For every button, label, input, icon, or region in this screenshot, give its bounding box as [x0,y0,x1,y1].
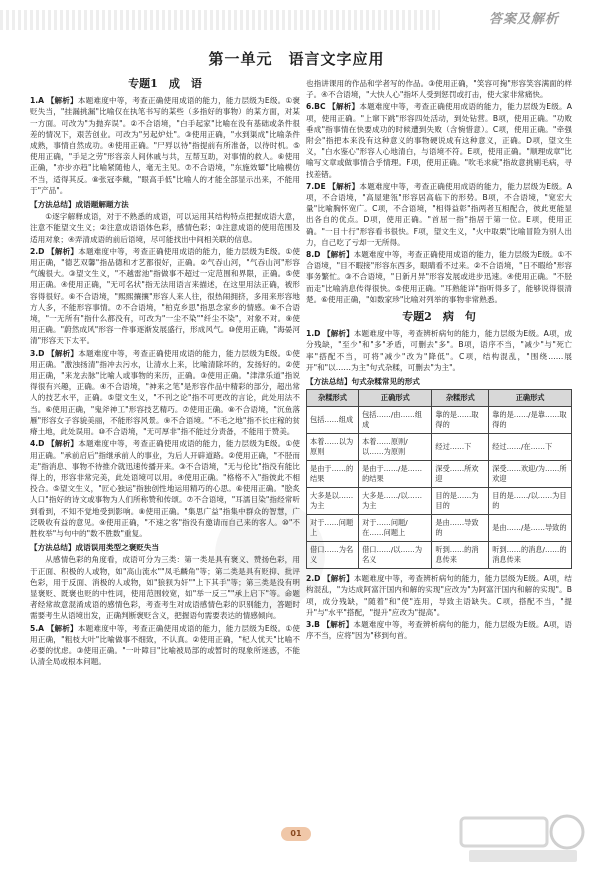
answer-letter: B [314,620,320,630]
answer-letter: A [38,623,45,633]
topic2-title: 专题2 病 句 [402,310,476,324]
answer-letter: D [314,329,321,339]
analysis-text: 本题难度中等，考查正确使用成语的能力，能力层级为E级。A项，使用正确。"上窜下跳"形容四处活动，到处钻营。B项，使用正确。"功败垂成"指事情在快要成功的时候遭到失败（含惋惜意）。C项，使用正确。"牵强附会"指把本来没有这种意义的事物硬说成有这种意义，正确。D项，望文生义，"白水鉴心"形容人心地清白，与语境不符。E项，使用正确。"顺理成章"比喻写文章或做事情合乎情理。F项，使用正确。"吹毛求疵"指故意挑剔毛病，寻找差错。 [306,102,572,179]
question-1 [30,95,300,196]
table-cell: 听到……的消息传来 [432,542,489,569]
analysis-text: 本题难度中等，考查正确使用成语的能力，能力层级为E级。①使用正确。"承前启后"指继承前人的事业，为后人开辟道路。②使用正确，"不胫而走"指消息、事物不待推介就迅速传播开来。③不合语境，"无与伦比"指没有能比得上的，形容非常完美，此处语境可以用。④使用正确。"格格不入"指彼此不相投合。⑤望文生义，"匠心独运"指独创性地运用精巧的心思。⑥使用正确。"脍炙人口"指好的诗文或事物为人们所称赞和传颂。⑦不合语境，"耳濡目染"指经常听到看到，不知不觉地受到影响。⑧使用正确。"集思广益"指集中群众的智慧，广泛吸收有益的意见。⑨使用正确，"不速之客"指没有邀请而自己来的客人。⑩"不胜枚举"与句中的"数不胜数"重复。 [30,439,301,538]
header-bar [0,0,593,40]
table-cell: 目的是……为目的 [432,488,489,515]
answer-letter: D [38,246,45,256]
watermark-logo [455,810,585,868]
analysis-text: 本题难度中等，考查正确使用成语的能力，能力层级为E级。①不合语境，"目不暇接"形容东西多，眼睛看不过来。②不合语境，"日不暇给"形容事务繁忙。③不合语境，"日新月异"形容发展或进步迅速。④使用正确。"不胫而走"比喻消息传得很快。⑤使用正确。"耳熟能详"指听得多了，能够说得很清楚。⑥使用正确，"如数家珍"比喻对列举的事物非常熟悉。 [306,250,573,304]
table-cell: 借口……/以……为名义 [359,542,432,569]
answer-letter: BC [314,102,326,112]
analysis-text: 本题难度中等，考查正确使用成语的能力，能力层级为E级。①褒贬失当，"挂漏挑漏"比喻仅在执笔书写的某些（多指好的事物）的某方面，对某一方面。可改为"为抛弃误"。②不合语境，"白手起家"比喻在没有基础或条件很差的情况下，艰苦创业。可改为"另起炉灶"。③使用正确，"水到渠成"比喻条件成熟，事情自然成功。④使用正确。"尸殍以待"指提前有所准备，以待时机。⑤使用正确，"手足之劳"形容亲人间休戚与共，互帮互助，对事情的救人。⑥使用正确，"亦步亦趋"比喻紧随他人，毫无主见。⑦不合语境，"东施效颦"比喻模仿不当，适得其反。⑧张冠李戴，"眼高手低"比喻人的才能全部显示出来，不能用于"产品"。 [30,96,301,195]
question-number: 4. [30,439,39,449]
table-row [307,434,572,461]
table-cell: 本着……原则/以……为原则 [359,434,432,461]
table-cell: 是由于……的结果 [307,461,359,488]
table-cell: 借口……为名义 [307,542,359,569]
table-cell: 包括……/由……组成 [359,407,432,434]
table-cell: 靠的是……取得的 [432,407,489,434]
table-cell: 深受……所欢迎 [432,461,489,488]
table-header-cell: 正确形式 [489,390,572,407]
table-cell: 对于……问题上 [307,515,359,542]
sentence-question-1 [306,328,572,373]
question-number: 6. [306,102,315,112]
table-header-cell: 杂糅形式 [432,390,489,407]
table-cell: 大多是以……为主 [307,488,359,515]
analysis-tag: 【解析】 [47,348,79,358]
page-number: 01 [281,827,311,841]
question-2 [30,246,300,347]
table-cell: 是由……/是……导致的 [489,515,572,542]
table-cell: 深受……欢迎/为……所欢迎 [489,461,572,488]
answer-letter: D [314,574,321,584]
table-cell: 是由……导致的 [432,515,489,542]
table-row [307,515,572,542]
table-cell: 目的是……/以……为目的 [489,488,572,515]
continued-text: 也指讲课用的作品和学者写的作品。③使用正确，"笑容可掬"形容笑容满面的样子。④不合语境，"大快人心"指坏人受到惩罚或打击，使大家非常痛快。 [306,79,572,100]
table-cell: 大多是……/以……为主 [359,488,432,515]
question-number: 2. [306,574,315,584]
question-number: 3. [306,620,315,630]
left-column [30,78,300,668]
unit-title: 第一单元 语言文字应用 [208,50,385,68]
header-label: 答案及解析 [488,12,559,27]
analysis-tag: 【解析】 [47,246,79,256]
method-summary-text-2: 从感情色彩的角度看，成语可分为三类：第一类是具有褒义、赞扬色彩，用于正面、积极的人或物，如"高山流水""凤毛麟角"等；第二类是具有贬抑、批评色彩，用于反面、消极的人或物，如"狼狈为奸""上下其手"等；第三类是没有明显褒贬、既褒也贬的中性词，使用范围较宽，如"举一反三""承上启下"等。命题者经常故意混淆成语的感情色彩，考查考生对成语感情色彩的识别能力，答题时需要考生从语境出发，正确判断褒贬含义，把握语句需要表达的情感倾向。 [30,555,300,621]
answer-letter: D [38,439,45,449]
analysis-tag: 【解析】 [46,96,78,106]
analysis-text: 本题难度中等，考查正确使用成语的能力，能力层级为E级。①使用正确。"激浊扬清"指冲去污水，让清水上来，比喻清除坏的，发扬好的。②使用正确，"来龙去脉"比喻人或事物的来历，正确。③使用正确。"津津乐道"指说得很有兴趣，正确。④不合语境，"神来之笔"是形容作品中精彩的部分，超出常人的技艺水平，正确。⑤望文生义，"不刊之论"指不可更改的言论，此处用法不当。⑥使用正确，"鬼斧神工"形容技艺精巧。⑦使用正确。⑧不合语境，"沉鱼落雁"形容女子容貌美丽，不能形容风景。⑨不合语境。"不毛之地"指不长庄稼的贫瘠土地，此处误用。⑩不合语境，"无可厚非"指不能过分责备，不能用于赞美。 [30,348,301,437]
analysis-tag: 【解析】 [328,102,360,112]
answer-letter: D [314,250,321,260]
table-header-cell: 杂糅形式 [307,390,359,407]
analysis-tag: 【解析】 [322,250,354,260]
analysis-text: 本题难度中等，考查正确使用成语的能力，能力层级为E级。A项，不合语境，"高屋建瓴"形容居高临下的形势。B项，不合语境，"宽宏大量"比喻胸怀宽广。C项，不合语境，"相得益彰"指两者互相配合，彼此更能显出各自的优点。D项，使用正确。"首屈一指"指居于第一位。E项，使用正确。"一目十行"形容看书很快。F项，望文生义，"火中取栗"比喻冒险为别人出力，自己吃了亏却一无所得。 [306,181,572,247]
question-6 [306,101,572,179]
table-row [307,407,572,434]
analysis-tag: 【解析】 [323,574,354,584]
table-cell: 靠的是……/是靠……取得的 [489,407,572,434]
table-cell: 对于……问题/在……问题上 [359,515,432,542]
analysis-tag: 【解析】 [322,620,354,630]
answer-letter: D [38,348,45,358]
table-cell: 包括……组成 [307,407,359,434]
analysis-text: 本题难度中等，考查辨析病句的能力，能力层级为E级。A项，语序不当，应将"因为"移到句首。 [306,620,572,641]
answer-letter: A [38,96,45,106]
table-cell: 经过……下 [432,434,489,461]
sentence-forms-table [306,389,572,569]
sentence-question-3 [306,619,572,641]
question-number: 1. [30,96,39,106]
question-7 [306,181,572,248]
analysis-text: 本题难度中等，考查正确使用成语的能力，能力层级为E级。①使用正确，"德艺双馨"指品德和才艺都很好，正确。②气吞山河，"气吞山河"形容气魄很大。③望文生义，"不越雷池"指做事不超过一定范围和界限，正确。⑤使用正确。④使用正确，"无可名状"指无法用语言来描述，在这里用法正确，被形容得很好。⑥不合语境，"熙熙攘攘"形容人来人往，很热闹拥挤，多用来形容地方人多，不能形容事情。⑦不合语境，"柏克乡思"指思念家乡的情感。⑧不合语境，"一无所有"指什么都没有，可改为"一尘不染""纤尘不染"，对象不对。⑨使用正确。"蔚然成风"形容一件事逐渐发展盛行，形成风气。⑩使用正确，"海晏河清"形容天下太平。 [30,246,301,346]
analysis-text: 本题难度中等，考查辨析病句的能力，能力层级为E级。A项，成分残缺，"至少"和"多"矛盾，可删去"多"。B项，语序不当，"减少"与"死亡率"搭配不当，可将"减少"改为"降低"。C项，结构混乱，"围绕……展开"和"以……为主"句式杂糅，可删去"为主"。 [306,329,572,372]
answer-letter: DE [314,181,326,191]
table-row [307,488,572,515]
table-row [307,461,572,488]
question-8 [306,249,572,305]
question-4 [30,438,300,539]
question-number: 5. [30,623,39,633]
question-number: 3. [30,348,39,358]
sentence-question-2 [306,573,572,618]
table-row [307,542,572,569]
question-number: 1. [306,329,315,339]
method-summary-text: ①逐字解释成语，对于不熟悉的成语，可以运用其结构特点把握成语大意，注意不能望文生义；②注意成语语体色彩，感情色彩；③注意成语的使用范围及适用对象；④弄清成语的前后语境，尽可能找出中间相关联的信息。 [30,212,300,244]
header-stripe [0,10,440,30]
table-header-cell: 正确形式 [359,390,432,407]
analysis-text: 本题难度中等，考查正确使用成语的能力，能力层级为E级。①使用正确，"粗枝大叶"比喻做事不细致，不认真。②使用正确，"杞人忧天"比喻不必要的忧虑。③使用正确。"一叶障目"比喻被局部的或暂时的现象所迷惑，不能认清全局或根本问题。 [30,623,301,667]
analysis-tag: 【解析】 [47,439,79,449]
question-number: 8. [306,250,315,260]
topic1-title: 专题1 成 语 [128,77,202,90]
table-cell: 听到……的消息/……的消息传来 [489,542,572,569]
method-summary-title-2: 【方法总结】成语误用类型之褒贬失当 [30,543,160,553]
analysis-text: 本题难度中等，考查辨析病句的能力，能力层级为E级。A项，结构混乱，"为达成阿富汗国内和解的实现"应改为"为阿富汗国内和解的实现"。B项，成分残缺，"随着"和"使"连用，导致主语缺失。C项，搭配不当，"提升"与"水平"搭配，"提升"应改为"提高"。 [306,574,572,617]
right-column [306,78,572,643]
analysis-tag: 【解析】 [323,329,354,339]
analysis-tag: 【解析】 [46,623,78,633]
question-5 [30,623,300,668]
question-3 [30,348,300,438]
table-cell: 本着……以为原则 [307,434,359,461]
question-number: 2. [30,246,39,256]
method-summary-title: 【方法总结】成语题解题方法 [30,200,129,210]
analysis-tag: 【解析】 [328,181,360,191]
question-number: 7. [306,181,315,191]
table-cell: 是由于……/是……的结果 [359,461,432,488]
table-header-row [307,390,572,407]
method-summary-title-3: 【方法总结】句式杂糅常见的形式 [306,377,420,387]
table-cell: 经过……/在……下 [489,434,572,461]
